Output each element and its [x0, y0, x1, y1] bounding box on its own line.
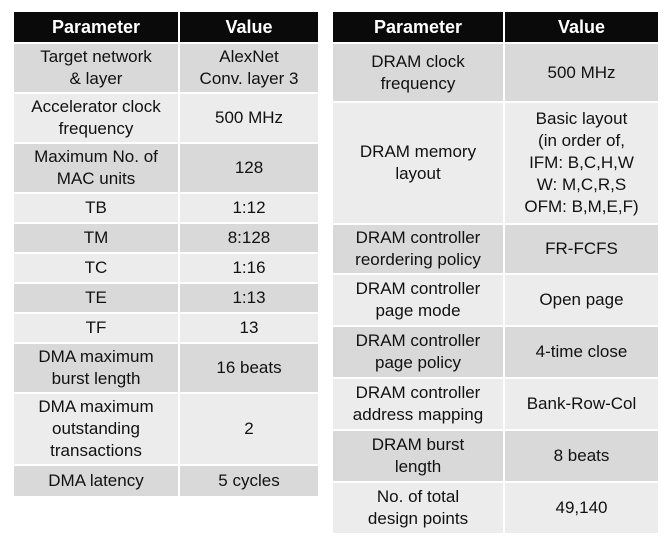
- parameter-text-line: MAC units: [56, 169, 136, 188]
- left-parameter-table: [14, 10, 318, 498]
- parameter-text-line: DMA maximum: [38, 397, 154, 416]
- parameter-cell: [14, 94, 178, 142]
- parameter-text-line: DRAM memory: [359, 142, 477, 161]
- parameter-cell: [14, 144, 178, 192]
- parameter-text-line: DMA maximum: [38, 347, 154, 366]
- table-row: [14, 394, 318, 464]
- table-row: [14, 224, 318, 252]
- table-row: [333, 327, 658, 377]
- parameter-cell: [333, 379, 503, 429]
- value-text-line: W: M,C,R,S: [536, 175, 627, 194]
- value-cell: [503, 431, 658, 481]
- parameter-cell: [14, 466, 178, 496]
- parameter-cell: [14, 44, 178, 92]
- value-text-line: 8 beats: [553, 446, 610, 465]
- parameter-text-line: page policy: [374, 353, 461, 372]
- parameter-text-line: DRAM controller: [355, 228, 481, 247]
- table-header-row: [14, 12, 318, 42]
- parameter-text-line: burst length: [51, 369, 141, 388]
- value-text-line: 2: [244, 419, 254, 438]
- parameter-text-line: frequency: [380, 73, 456, 93]
- parameter-text-line: page mode: [375, 301, 461, 320]
- right-parameter-table: [333, 10, 658, 535]
- parameter-text-line: frequency: [58, 119, 134, 138]
- value-text-line: 13: [239, 318, 259, 337]
- value-text-line: 500 MHz: [547, 62, 616, 82]
- value-cell: [503, 225, 658, 273]
- value-text-line: Basic layout: [535, 109, 628, 128]
- parameter-cell: [333, 103, 503, 223]
- parameter-text-line: design points: [367, 509, 469, 528]
- parameter-text-line: & layer: [69, 69, 123, 88]
- value-cell: [178, 144, 318, 192]
- parameter-text-line: length: [394, 457, 442, 476]
- parameter-text-line: TC: [84, 258, 108, 277]
- parameter-text-line: layout: [395, 164, 441, 183]
- value-text-line: FR-FCFS: [545, 239, 618, 258]
- parameter-cell: [14, 224, 178, 252]
- value-text-line: 49,140: [555, 498, 608, 517]
- parameter-text-line: Target network: [40, 47, 152, 66]
- value-text-line: AlexNet: [219, 47, 279, 66]
- table-row: [333, 103, 658, 223]
- value-text-line: 1:13: [232, 288, 266, 307]
- table-row: [333, 379, 658, 429]
- value-cell: [503, 275, 658, 325]
- value-cell: [178, 224, 318, 252]
- value-text-line: 5 cycles: [218, 471, 280, 490]
- table-row: [14, 344, 318, 392]
- parameter-cell: [14, 254, 178, 282]
- parameter-cell: [14, 284, 178, 312]
- value-text-line: (in order of,: [538, 131, 625, 150]
- value-cell: [178, 194, 318, 222]
- parameter-text-line: DRAM controller: [355, 279, 481, 298]
- value-header: Value: [503, 12, 658, 42]
- value-text-line: 1:12: [232, 198, 266, 217]
- value-text-line: IFM: B,C,H,W: [529, 153, 634, 172]
- parameter-text-line: DMA latency: [48, 471, 144, 490]
- parameter-cell: [14, 314, 178, 342]
- table-row: [333, 275, 658, 325]
- parameter-text-line: Maximum No. of: [34, 147, 158, 166]
- value-cell: [178, 394, 318, 464]
- parameter-cell: [14, 194, 178, 222]
- table-row: [14, 144, 318, 192]
- value-header: Value: [178, 12, 318, 42]
- value-cell: [178, 44, 318, 92]
- value-cell: [178, 284, 318, 312]
- parameter-text-line: DRAM clock: [371, 51, 465, 71]
- parameter-header: Parameter: [333, 12, 503, 42]
- value-text-line: OFM: B,M,E,F): [524, 197, 639, 216]
- value-text-line: 4-time close: [535, 342, 628, 361]
- parameter-text-line: reordering policy: [355, 250, 481, 269]
- table-row: [14, 284, 318, 312]
- table-header-row: [333, 12, 658, 42]
- parameter-cell: [333, 327, 503, 377]
- parameter-text-line: DRAM burst: [371, 435, 465, 454]
- table-row: [14, 466, 318, 496]
- parameter-cell: [14, 394, 178, 464]
- parameter-text-line: TE: [85, 288, 107, 307]
- parameter-text-line: TB: [85, 198, 107, 217]
- parameter-text-line: transactions: [50, 441, 142, 460]
- parameter-text-line: TF: [85, 318, 107, 337]
- value-text-line: 8:128: [227, 228, 271, 247]
- parameter-cell: [333, 431, 503, 481]
- parameter-header: Parameter: [14, 12, 178, 42]
- table-row: [14, 94, 318, 142]
- value-cell: [503, 379, 658, 429]
- parameter-text-line: No. of total: [376, 487, 460, 506]
- parameter-text-line: Accelerator clock: [31, 97, 161, 116]
- value-text-line: 16 beats: [216, 358, 282, 377]
- value-cell: [503, 44, 658, 101]
- table-row: [14, 194, 318, 222]
- parameter-cell: [333, 225, 503, 273]
- parameter-text-line: address mapping: [352, 405, 484, 424]
- table-row: [333, 431, 658, 481]
- value-text-line: 128: [234, 158, 264, 177]
- parameter-cell: [333, 275, 503, 325]
- parameter-text-line: DRAM controller: [355, 383, 481, 402]
- table-row: [333, 483, 658, 533]
- value-cell: [178, 94, 318, 142]
- parameter-cell: [333, 44, 503, 101]
- parameter-cell: [333, 483, 503, 533]
- value-cell: [503, 327, 658, 377]
- table-row: [14, 254, 318, 282]
- value-text-line: Open page: [539, 290, 624, 309]
- value-cell: [503, 103, 658, 223]
- value-cell: [178, 254, 318, 282]
- value-cell: [503, 483, 658, 533]
- value-text-line: Bank-Row-Col: [526, 394, 637, 413]
- value-text-line: 500 MHz: [214, 108, 284, 127]
- value-text-line: Conv. layer 3: [199, 69, 299, 88]
- table-row: [14, 44, 318, 92]
- value-text-line: 1:16: [232, 258, 266, 277]
- table-row: [333, 44, 658, 101]
- table-row: [333, 225, 658, 273]
- value-cell: [178, 344, 318, 392]
- parameter-text-line: TM: [83, 228, 109, 247]
- value-cell: [178, 466, 318, 496]
- value-cell: [178, 314, 318, 342]
- parameter-text-line: DRAM controller: [355, 331, 481, 350]
- parameter-cell: [14, 344, 178, 392]
- table-row: [14, 314, 318, 342]
- parameter-text-line: outstanding: [52, 419, 140, 438]
